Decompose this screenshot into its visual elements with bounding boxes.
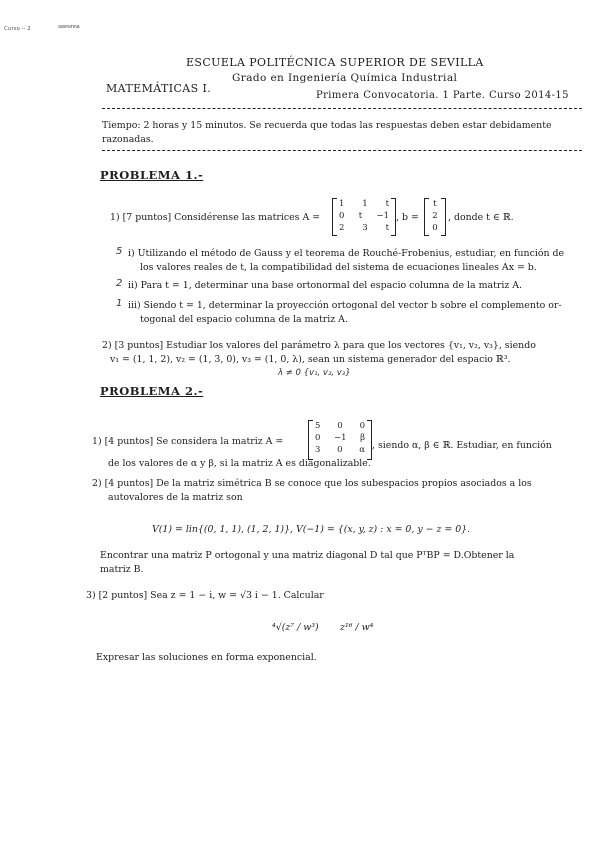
- instructions-divider: [102, 150, 582, 151]
- p1-q2-line-2: v₁ = (1, 1, 2), v₂ = (1, 3, 0), v₃ = (1, 0, λ), sean un sistema generador del espacio ℝ³.: [110, 354, 511, 365]
- p2-q1-tail-1: , siendo α, β ∈ ℝ. Estudiar, en función: [372, 440, 552, 451]
- matrix-row: 0 t −1: [339, 211, 389, 221]
- p2-matrix-a: [308, 420, 372, 460]
- subject-title: MATEMÁTICAS I.: [106, 82, 212, 95]
- corner-label-left: Curso -- 2: [4, 26, 31, 32]
- p2-q2-formula: V(1) = lin{(0, 1, 1), (1, 2, 1)}, V(−1) = {(x, y, z) : x = 0, y − z = 0}.: [152, 524, 471, 535]
- corner-label-right: sssnsnna: [58, 24, 80, 30]
- p1-i-line-1: i) Utilizando el método de Gauss y el teorema de Rouché-Frobenius, estudiar, en función de: [128, 248, 565, 259]
- p1-i-mark: 5: [116, 246, 123, 257]
- p1-iii-line-2: togonal del espacio columna de la matriz A.: [140, 314, 348, 325]
- p1-i-line-2: los valores reales de t, la compatibilidad del sistema de ecuaciones lineales Ax = b.: [140, 262, 537, 273]
- matrix-row: 0 −1 β: [315, 433, 365, 443]
- instructions-line-1: Tiempo: 2 horas y 15 minutos. Se recuerda que todas las respuestas deben estar debidamente: [102, 120, 552, 131]
- matrix-row: 1 1 t: [339, 199, 389, 209]
- p2-q2-line-3: Encontrar una matriz P ortogonal y una matriz diagonal D tal que PᵀBP = D.Obtener la: [100, 550, 515, 561]
- p1-q1-tail: , donde t ∈ ℝ.: [448, 212, 514, 223]
- matrix-row: 5 0 0: [315, 421, 365, 431]
- p1-iii-line-1: iii) Siendo t = 1, determinar la proyección ortogonal del vector b sobre el complemento or-: [128, 300, 562, 311]
- problem-1-title: PROBLEMA 1.-: [100, 168, 204, 182]
- p1-b-label: , b =: [396, 212, 419, 223]
- p2-q2-line-2: autovalores de la matriz son: [108, 492, 243, 503]
- instructions-line-2: razonadas.: [102, 134, 154, 145]
- p1-iii-mark: 1: [116, 298, 123, 309]
- p1-ii-mark: 2: [116, 278, 123, 289]
- vector-entry: 0: [432, 223, 438, 233]
- matrix-row: 3 0 α: [315, 445, 365, 455]
- p2-q2-line-1: 2) [4 puntos] De la matriz simétrica B se conoce que los subespacios propios asociados a los: [92, 478, 532, 489]
- vector-entry: 2: [432, 211, 438, 221]
- p1-q2-handwritten-note: λ ≠ 0 {v₁, v₂, v₃}: [278, 368, 351, 378]
- header-divider: [102, 108, 582, 109]
- p1-q1-intro: 1) [7 puntos] Considérense las matrices A =: [110, 212, 321, 223]
- problem-2-title: PROBLEMA 2.-: [100, 384, 204, 398]
- p2-q3-formula-right: z¹⁶ / w⁴: [340, 622, 374, 633]
- p2-q3-line: 3) [2 puntos] Sea z = 1 − i, w = √3 i − 1. Calcular: [86, 590, 324, 601]
- p2-closing-note: Expresar las soluciones en forma exponencial.: [96, 652, 317, 663]
- p1-ii-line: ii) Para t = 1, determinar una base ortonormal del espacio columna de la matriz A.: [128, 280, 522, 291]
- school-title: ESCUELA POLITÉCNICA SUPERIOR DE SEVILLA: [186, 56, 484, 69]
- p1-vector-b: [424, 198, 446, 236]
- p1-q2-line-1: 2) [3 puntos] Estudiar los valores del parámetro λ para que los vectores {v₁, v₂, v₃}, siendo: [102, 340, 536, 351]
- p2-q1-intro: 1) [4 puntos] Se considera la matriz A =: [92, 436, 284, 447]
- p2-q3-formula-left: ⁴√(z⁷ / w³): [272, 622, 319, 633]
- p1-matrix-a: [332, 198, 396, 236]
- matrix-row: 2 3 t: [339, 223, 389, 233]
- vector-entry: t: [433, 199, 437, 209]
- degree-title: Grado en Ingeniería Química Industrial: [232, 72, 458, 84]
- session-title: Primera Convocatoria. 1 Parte. Curso 2014-15: [316, 90, 569, 101]
- p2-q2-line-4: matriz B.: [100, 564, 144, 575]
- p2-q1-tail-2: de los valores de α y β, si la matriz A es diagonalizable.: [108, 458, 371, 469]
